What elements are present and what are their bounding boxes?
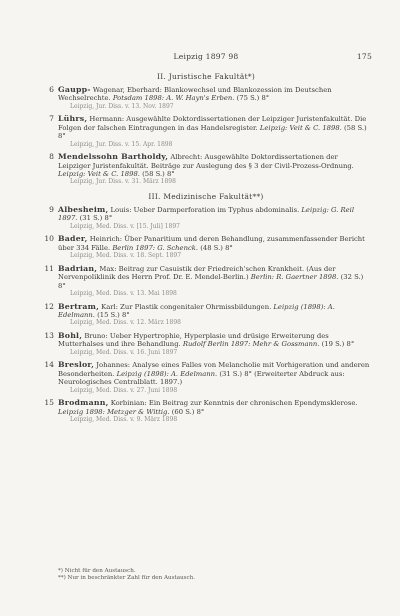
entry-publisher: Berlin 1897: G. Schenck. [112,243,199,252]
entry-title: Hermann: Ausgewählte Doktordissertationen der Leipziger Juristenfakultät. Die Folgen der falschen Eintragungen in das Handelsregister. [58,115,367,132]
list-item [40,332,372,356]
entry-number: 15 [44,398,54,408]
list-item [40,153,372,186]
entry-number: 14 [44,360,54,370]
entry-author: Mendelssohn Bartholdy, [58,152,169,162]
list-item [40,86,372,110]
entry-author: Lührs, [58,114,88,124]
entry-number: 9 [49,205,54,215]
entry-number: 12 [44,301,54,311]
entry-author: Gaupp- [58,85,91,94]
entry-meta: Leipzig, Jur. Diss. v. 15. Apr. 1898 [70,140,173,148]
entry-publisher: Berlin: R. Gaertner 1898. [250,273,339,282]
entry-title: Albrecht: Ausgewählte Doktordissertationen der Leipziger Juristenfakultät. Beiträge zur Auslegung des § 3 der Civil-Prozess-Ordnung. [58,153,354,170]
entry-title: Wagenar, Eberhard: Blankowechsel und Blankozession im Deutschen Wechselrechte. [58,86,332,103]
entry-publisher: Rudolf Berlin 1897: Mehr & Gossmann. [182,340,320,349]
running-head [40,52,372,66]
entry-meta: Leipzig, Med. Diss. v. 18. Sept. 1897 [70,252,182,260]
entry-meta: Leipzig, Med. Diss. v. 13. Mai 1898 [70,290,177,298]
entry-author: Brodmann, [58,398,109,408]
list-item [40,399,372,423]
entry-title: Louis: Ueber Darmperforation im Typhus abdominalis. [110,206,300,215]
list-item [40,303,372,327]
entry-title: Korbinian: Ein Beitrag zur Kenntnis der chronischen Ependymsklerose. [110,399,358,408]
list-item [40,206,372,230]
entry-meta: Leipzig, Med. Diss. v. 9. März 1898 [70,416,178,424]
entry-number: 11 [44,263,54,273]
entry-author: Bader, [58,234,88,244]
entry-title: Heinrich: Über Panaritium und deren Behandlung, zusammenfassender Bericht über 334 Fälle. [58,235,365,252]
entry-author: Albesheim, [58,205,109,215]
running-head-title: Leipzig 1897 98 [173,52,239,61]
entry-publisher: Leipzig 1898: Metzger & Wittig. [58,407,170,416]
entry-meta: Leipzig, Jur. Diss. v. 31. März 1898 [70,178,176,186]
entry-publisher: Potsdam 1898: A. W. Hayn's Erben. [112,94,235,103]
entry-author: Badrian, [58,263,98,273]
page-number: 175 [356,52,372,61]
entry-format: (60 S.) 8° [171,407,205,416]
footnotes [58,568,195,582]
list-item [40,235,372,259]
entry-meta: Leipzig, Med. Diss. v. 27. Juni 1898 [70,386,178,394]
entry-format: (31 S.) 8° (Erweiterter Abdruck aus: Neurologisches Centralblatt. 1897.) [58,369,345,387]
entry-format: (15 S.) 8° [97,311,130,320]
entry-author: Breslor, [58,360,95,370]
list-item [40,361,372,394]
entry-publisher: Leipzig (1898): A. Edelmann. [58,302,335,320]
list-item [40,115,372,148]
section-medizinische [40,192,372,424]
list-item [40,265,372,298]
entry-publisher: Leipzig: Veit & C. 1898. [259,123,342,132]
entry-title: Karl: Zur Plastik congenitaler Ohrmissbildungen. [101,302,272,311]
entry-number: 10 [44,234,54,244]
section-title: III. Medizinische Fakultät**) [148,192,264,202]
footnote: *) Nicht für den Austausch. [58,568,136,574]
entry-format: (75 S.) 8° [236,94,270,103]
entry-publisher: Leipzig (1898): A. Edelmann. [116,369,218,378]
entry-title: Johannes: Analyse eines Falles von Melancholie mit Vorhigeration und anderen Besonderheiten. [58,361,370,378]
entry-meta: Leipzig, Med. Diss. v. 16. Juni 1897 [70,348,178,356]
entry-format: (58 S.) 8° [58,123,367,141]
section-title: II. Juristische Fakultät*) [156,72,256,81]
entry-meta: Leipzig, Med. Diss. v. 12. März 1898 [70,319,181,327]
entry-author: Bohl, [58,331,83,341]
entry-publisher: Leipzig: Veit & C. 1898. [58,170,140,179]
entry-format: (48 S.) 8° [200,243,233,252]
footnote: **) Nur in beschränkter Zahl für den Austausch. [58,575,196,581]
entry-meta: Leipzig, Med. Diss. v. [15. Juli] 1897 [70,222,180,230]
entry-format: (32 S.) 8° [58,273,364,290]
entry-title: Max: Beitrag zur Casuistik der Friedreich'schen Krankheit. (Aus der Nervenpoliklinik des Herrn Prof. Dr. E. Mendel-Berlin.) [58,264,336,282]
entry-number: 7 [49,114,54,124]
entry-format: (31 S.) 8° [79,214,113,223]
entry-format: (58 S.) 8° [142,170,175,179]
entry-format: (19 S.) 8° [321,340,355,349]
section-juristische [40,72,372,186]
entry-number: 6 [49,85,54,94]
entry-publisher: Leipzig: G. Reil 1897. [58,206,355,223]
entry-title: Bruno: Ueber Hypertrophie, Hyperplasie und drüsige Erweiterung des Mutterhalses und ihre Behandlung. [58,332,329,349]
entry-meta: Leipzig, Jur. Diss. v. 13. Nov. 1897 [70,102,174,110]
entry-number: 13 [44,331,54,341]
entry-author: Bertram, [58,301,99,311]
entry-number: 8 [49,152,54,162]
